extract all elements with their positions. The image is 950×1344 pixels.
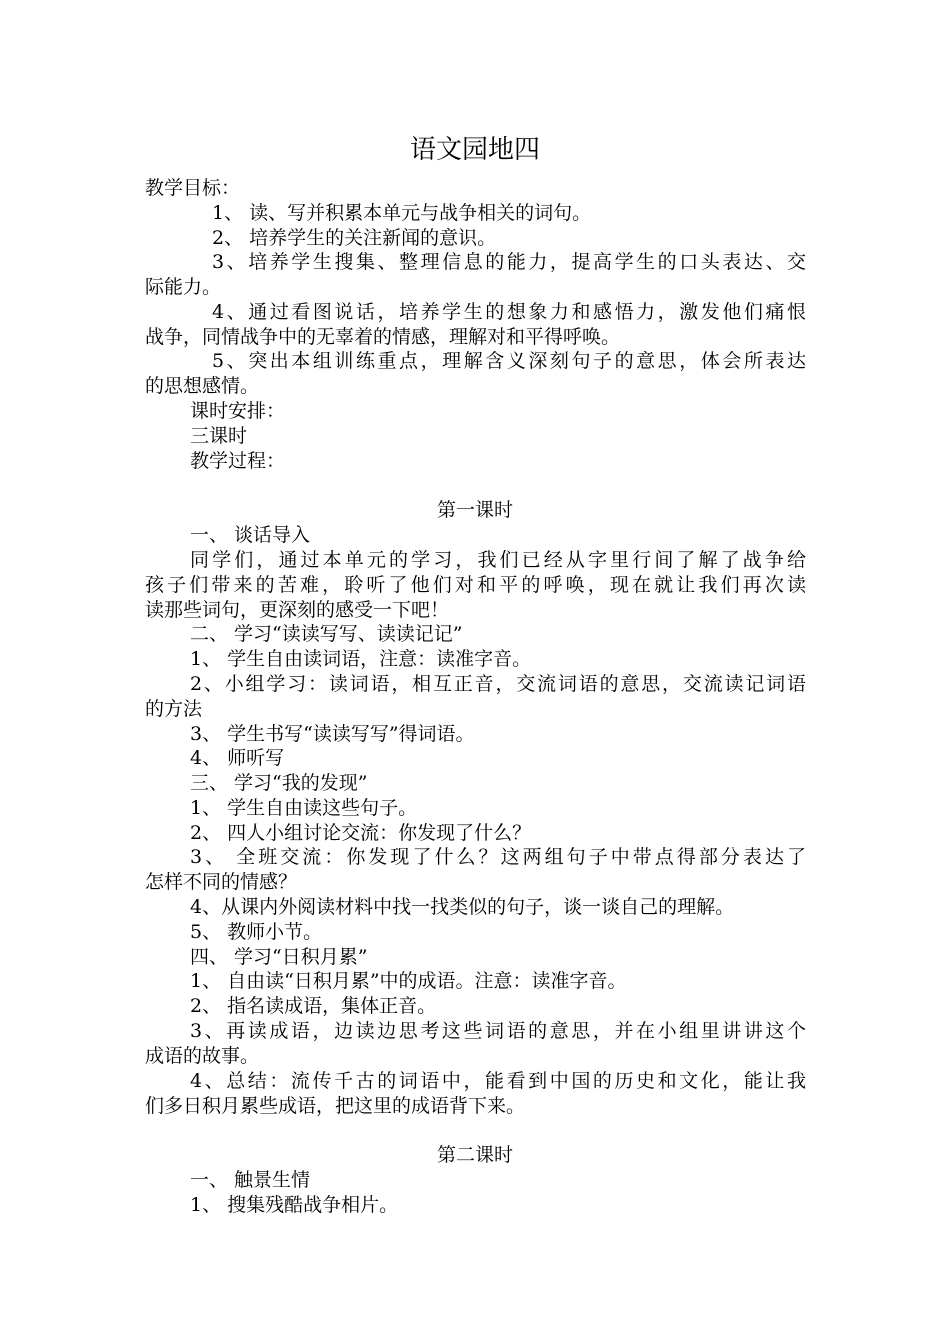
list-item: 3、 学生书写“读读写写”得词语。 bbox=[190, 723, 475, 745]
list-item bbox=[145, 672, 806, 722]
list-item bbox=[145, 1069, 806, 1119]
objective-item: 1、 读、写并积累本单元与战争相关的词句。 bbox=[212, 202, 592, 224]
list-line: 的方法 bbox=[145, 697, 203, 720]
section-title: 四、 学习“日积月累” bbox=[190, 946, 368, 968]
list-line: 3、再读成语，边读边思考这些词语的意思，并在小组里讲讲这个 bbox=[190, 1020, 806, 1042]
list-item: 1、 学生自由读词语，注意：读准字音。 bbox=[190, 648, 532, 670]
objective-line: 5、突出本组训练重点，理解含义深刻句子的意思，体会所表达 bbox=[212, 350, 806, 372]
objective-line: 的思想感情。 bbox=[145, 374, 260, 397]
list-line: 3、 全班交流：你发现了什么？这两组句子中带点得部分表达了 bbox=[190, 846, 806, 868]
list-item: 1、 学生自由读这些句子。 bbox=[190, 797, 418, 819]
section-title: 二、 学习“读读写写、读读记记” bbox=[190, 623, 463, 645]
list-item: 1、 搜集残酷战争相片。 bbox=[190, 1194, 399, 1216]
objective-item: 2、 培养学生的关注新闻的意识。 bbox=[212, 227, 497, 249]
objective-item bbox=[145, 300, 806, 350]
process-heading: 教学过程： bbox=[190, 450, 286, 472]
list-item bbox=[145, 1019, 806, 1069]
list-item bbox=[145, 845, 806, 895]
objective-line: 战争，同情战争中的无辜着的情感，理解对和平得呼唤。 bbox=[145, 325, 621, 348]
objective-line: 4、通过看图说话，培养学生的想象力和感悟力，激发他们痛恨 bbox=[212, 301, 806, 323]
section-title: 三、 学习“我的发现” bbox=[190, 772, 368, 794]
paragraph-line: 同学们，通过本单元的学习，我们已经从字里行间了解了战争给 bbox=[190, 549, 806, 571]
list-item: 2、 四人小组讨论交流：你发现了什么？ bbox=[190, 822, 532, 844]
list-line: 2、小组学习：读词语，相互正音，交流词语的意思，交流读记词语 bbox=[190, 673, 806, 695]
list-item: 4、 师听写 bbox=[190, 747, 285, 769]
lesson1-heading: 第一课时 bbox=[436, 499, 513, 521]
document-title: 语文园地四 bbox=[409, 135, 540, 165]
list-line: 们多日积月累些成语，把这里的成语背下来。 bbox=[145, 1094, 526, 1117]
list-item: 4、从课内外阅读材料中找一找类似的句子，谈一谈自己的理解。 bbox=[190, 896, 735, 918]
schedule-heading: 课时安排： bbox=[190, 400, 286, 422]
list-line: 成语的故事。 bbox=[145, 1044, 260, 1067]
paragraph-line: 孩子们带来的苦难，聆听了他们对和平的呼唤，现在就让我们再次读 bbox=[145, 573, 806, 596]
objective-item bbox=[145, 250, 806, 300]
schedule-value: 三课时 bbox=[190, 425, 248, 447]
list-item: 5、 教师小节。 bbox=[190, 921, 323, 943]
section-title: 一、 谈话导入 bbox=[190, 524, 311, 546]
objective-line: 3、培养学生搜集、整理信息的能力，提高学生的口头表达、交 bbox=[212, 251, 806, 273]
paragraph-line: 读那些词句，更深刻的感受一下吧！ bbox=[145, 598, 450, 621]
list-line: 4、总结：流传千古的词语中，能看到中国的历史和文化，能让我 bbox=[190, 1070, 806, 1092]
list-item: 1、 自由读“日积月累”中的成语。注意：读准字音。 bbox=[190, 970, 627, 992]
lesson2-heading: 第二课时 bbox=[436, 1144, 513, 1166]
objective-item bbox=[145, 349, 806, 399]
intro-paragraph bbox=[145, 548, 806, 622]
objective-line: 际能力。 bbox=[145, 275, 222, 298]
list-line: 怎样不同的情感？ bbox=[145, 870, 298, 893]
list-item: 2、 指名读成语，集体正音。 bbox=[190, 995, 437, 1017]
objectives-heading: 教学目标： bbox=[145, 177, 241, 199]
section-title: 一、 触景生情 bbox=[190, 1169, 311, 1191]
